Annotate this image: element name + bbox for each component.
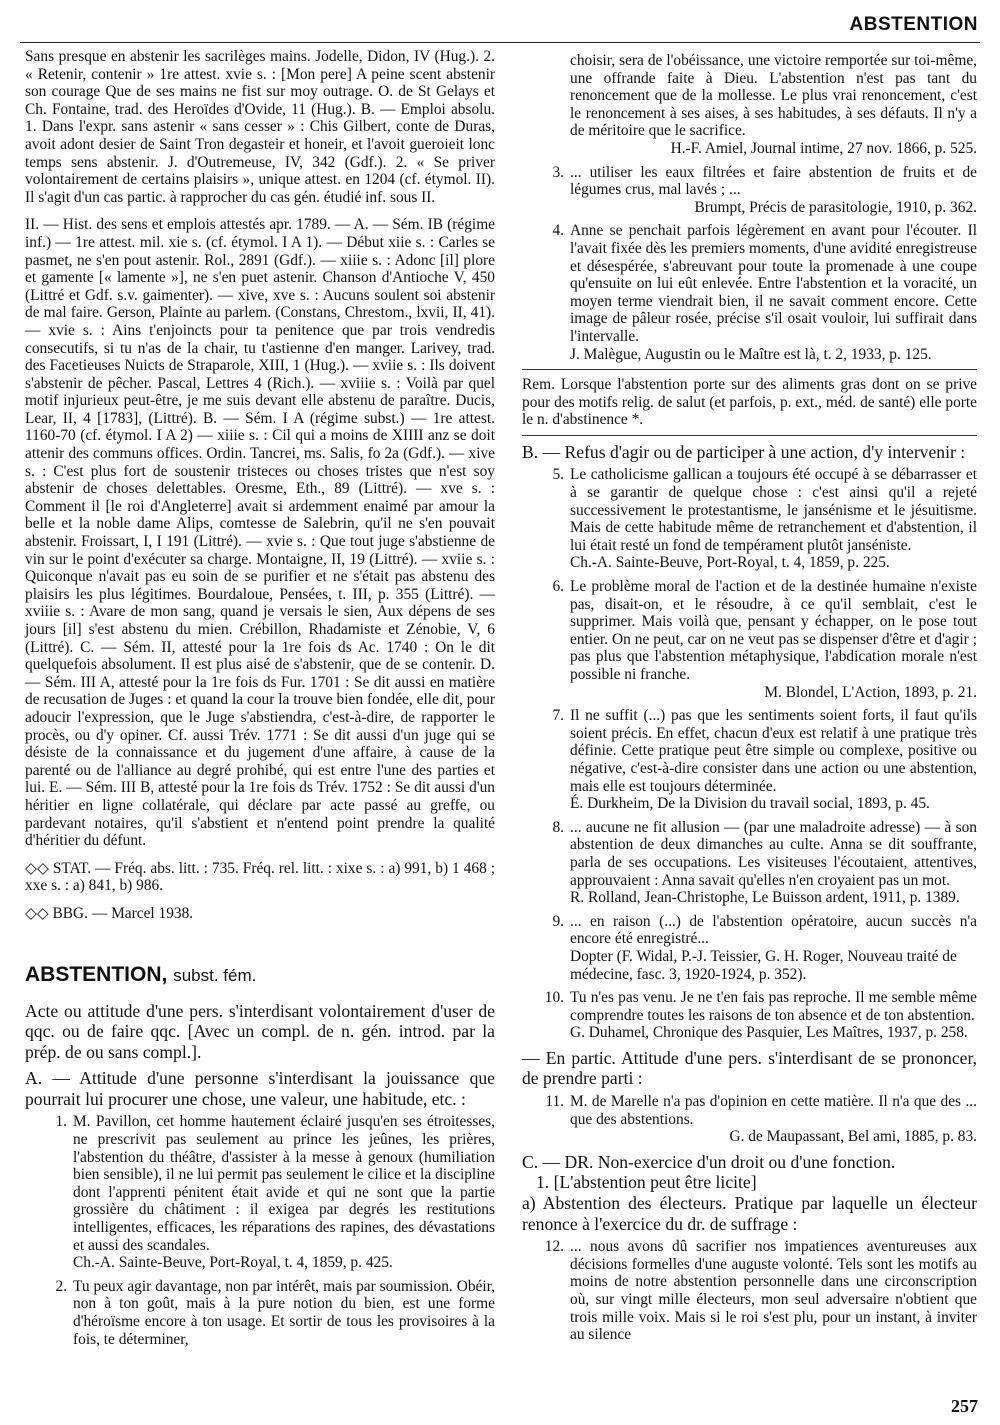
example-1: 1. M. Pavillon, cet homme hautement éclairé jusqu'en ses étroitesses, ne prescrivit pas seulement au prince les jeûnes, les prières, l'abstention du théâtre, d'assister à la messe à genoux (humiliation bien sensible), il ne lui permit pas seulement le cilice et la discipline dont l'apprenti pénitent était avide et qui ne sont que la partie grossière du châtiment : il exigea par degrés les restitutions intelligentes, efficaces, les réparations des rapines, des dévastations et aussi des scandales. Ch.-A. Sainte-Beuve, Port-Royal, t. 4, 1859, p. 425. (55, 1113, 495, 1272)
entry-pos: subst. fém. (173, 965, 257, 985)
header-rule (20, 42, 980, 43)
example-2: 2. Tu peux agir davantage, non par intérêt, mais par soumission. Obéir, non à ton goût, mais à la pure notion du bien, est une forme d'héroïsme encore à ton usage. Et sortir de tous les provisoires à la fois, te déterminer, (55, 1277, 495, 1348)
example-6-source: M. Blondel, L'Action, 1893, p. 21. (764, 683, 977, 701)
example-10-source: G. Duhamel, Chronique des Pasquier, Les Maîtres, 1937, p. 258. (570, 1024, 968, 1042)
example-5-source: Ch.-A. Sainte-Beuve, Port-Royal, t. 4, 1859, p. 225. (570, 554, 890, 572)
examples-list-c (522, 1238, 977, 1344)
sense-b: B. — Refus d'agir ou de participer à une action, d'y intervenir : (522, 441, 966, 462)
example-4-source: J. Malègue, Augustin ou le Maître est là, t. 2, 1933, p. 125. (570, 345, 932, 363)
entry-definition: Acte ou attitude d'une pers. s'interdisant volontairement d'user de qqc. ou de faire qqc. [Avec un compl. de n. gén. introd. par la prép. de ou sans compl.]. (25, 1000, 495, 1062)
example-9: 9. ... en raison (...) de l'abstention opératoire, aucun succès n'a encore été enregistré... Dopter (F. Widal, P.-J. Teissier, G. H. Roger, Nouveau traité de médecine, fasc. 3, 1920-1924, p. 352). (552, 912, 977, 983)
example-3-source: Brumpt, Précis de parasitologie, 1910, p. 362. (694, 198, 977, 216)
examples-list-a-cont (522, 52, 977, 363)
example-8: 8. ... aucune ne fit allusion — (par une maladroite adresse) — à son abstention de deux dimanches au culte. Anna se dit souffrante, parla de ses occupations. Les visiteuses l'écoutaient, attentives, approuvaient : Anna savait qu'elles n'en croyaient pas un mot. R. Rolland, Jean-Christophe, Le Buisson ardent, 1911, p. 1389. (552, 818, 977, 907)
example-7-source: É. Durkheim, De la Division du travail social, 1893, p. 45. (570, 795, 930, 813)
history-paragraph: II. — Hist. des sens et emplois attestés apr. 1789. — A. — Sém. IB (régime inf.) — 1re attest. mil. xie s. (cf. étymol. I A 1). — Début xiie s. : Carles se pasmet, ne s'en pout astenir. Rol., 2891 (Gdf.). — xiiie s. : Adonc [il] plore et gamente [« lamente »], ne s'en puet astenir. Chanson d'Antioche V, 450 (Littré et Gdf. s.v. gaimenter). — xive, xve s. : Aucuns soulent soi abstenir de mal faire. Gerson, Plainte au parlem. (Constans, Chrestom., lxvii, II, 41). — xvie s. : Ains t'enjoincts pour ta penitence que par trois vendredis consecutifs, si tu n'as de la chair, tu t'astienne d'en manger. Larivey, trad. des Facetieuses Nuicts de Straparole, XIII, 1 (Hug.). — xviie s. : Ils doivent s'abstenir de pêcher. Pascal, Lettres 4 (Rich.). — xviiie s. : Voilà par quel motif injurieux peut-être, je me suis devant elle abstenu de paraître. Ducis, Lear, II, 4 [1783], (Littré). B. — Sém. I A (régime subst.) — 1re attest. 1160-70 (cf. étymol. I A 2) — xiiie s. : Cil qui a moins de XIIII anz se doit attenir des communs offices. Ordin. Tancrei, ms. Salis, fo 2a (Gdf.). — xive s. : C'est plus fort de soustenir tristeces ou choses tristes que n'est soy abstenir de choses delettables. Oresme, Eth., 89 (Littré). — xve s. : Comment il [le roi d'Angleterre] avait si ardemment enaimé par amour la belle et la noble dame Alips, comtesse de Salebrin, qu'il ne s'en pouvait abstenir. Froissart, I, I 191 (Littré). — xvie s. : Que tout juge s'abstienne de vin sur le point d'exécuter sa charge. Montaigne, II, 19 (Littré). — xviie s. : Quiconque n'avait pas eu soin de se purifier et ne s'était pas abstenu des plaisirs les plus légitimes. Bourdaloue, Pensées, t. III, p. 355 (Littré). — xviiie s. : Avare de mon sang, quand je versais le sien, Aux dépens de ses jours [il] s'est abstenu du mien. Crébillon, Rhadamiste et Zénobie, V, 6 (Littré). C. — Sém. II, attesté pour la 1re fois ds Ac. 1740 : On le dit quelquefois absolument. Il est plus aisé de s'abstenir, que de se contenir. D. — Sém. III A, attesté pour la 1re fois ds Fur. 1701 : Se dit aussi en matière de recusation de Juges : et quand la cour la trouve bien fondée, elle dit, pour adoucir l'expression, que le Juge s'abstiendra, c'est-à-dire, de rapporter le procès, ou d'y opiner. Cf. aussi Trév. 1771 : Se dit aussi d'un juge qui se désiste de la connaissance et du jugement d'une affaire, à cause de la parenté ou de l'alliance au degré prohibé, qui est entre l'une des parties et lui. E. — Sém. III B, attesté pour la 1re fois ds Trév. 1752 : Se dit aussi d'un héritier en ligne collatérale, qui déclare par acte passé au greffe, ou pardevant notaires, qu'il s'abstient et n'entend point prendre la qualité d'héritier du défunt. (25, 216, 495, 850)
examples-list-b (522, 466, 977, 1041)
example-3: 3. ... utiliser les eaux filtrées et faire abstention de fruits et de légumes crus, mal lavés ; ... Brumpt, Précis de parasitologie, 1910, p. 362. (552, 163, 977, 216)
sense-c-1: 1. [L'abstention peut être licite] (536, 1172, 757, 1193)
example-2-continued: choisir, sera de l'obéissance, une victoire remportée sur toi-même, une offrande faite à Dieu. L'abstention n'est pas tant du renoncement que de la mollesse. Le plus vrai renoncement, c'est le renoncement à ses aises, à ses habitudes, à ses défauts. Il n'y a de méritoire que le sacrifice. H.-F. Amiel, Journal intime, 27 nov. 1866, p. 525. (570, 52, 977, 157)
entry-word: ABSTENTION, (25, 962, 168, 986)
example-7: 7. Il ne suffit (...) pas que les sentiments soient forts, il faut qu'ils soient précis. En effet, chacun d'eux est relatif à une pratique très définie. Cette pratique peut être simple ou complexe, positive ou négative, c'est-à-dire consister dans une action ou une abstention, mais elle est toujours déterminée. É. Durkheim, De la Division du travail social, 1893, p. 45. (552, 707, 977, 813)
etymology-paragraph: Sans presque en abstenir les sacrilèges mains. Jodelle, Didon, IV (Hug.). 2. « Retenir, contenir » 1re attest. xvie s. : [Mon pere] A peine scent abstenir son courage Que de ses mains ne fist sur moy outrage. O. de St Gelays et Ch. Fontaine, trad. des Heroïdes d'Ovide, 11 (Hug.). B. — Emploi absolu. 1. Dans l'expr. sans astenir « sans cesser » : Chis Gilbert, conte de Duras, avoit adont desier de Saint Tron degasteir et honeir, et l'avoit gueroieit lonc temps sens abstenir. J. d'Outremeuse, IV, 342 (Gdf.). 2. « Se priver volontairement de certains plaisirs », unique attest. en 1204 (cf. étymol. II). Il s'agit d'un cas partic. à rapprocher du cas gén. étudié inf. sous II. (25, 48, 495, 206)
example-11-source: G. de Maupassant, Bel ami, 1885, p. 83. (729, 1128, 977, 1146)
example-9-source: Dopter (F. Widal, P.-J. Teissier, G. H. Roger, Nouveau traité de médecine, fasc. 3, 1920-1924, p. 352). (570, 947, 957, 983)
separator (522, 369, 977, 370)
entry-heading (25, 963, 495, 987)
example-5: 5. Le catholicisme gallican a toujours été occupé à se débarrasser et à se garantir de quelque chose : c'est ainsi qu'il a rejeté successivement le protestantisme, le jansénisme et le jésuitisme. Mais de cette habitude même de retranchement et d'abstention, il lui était resté un fond de tempérament plutôt janséniste. Ch.-A. Sainte-Beuve, Port-Royal, t. 4, 1859, p. 225. (552, 466, 977, 572)
example-6: 6. Le problème moral de l'action et de la destinée humaine n'existe pas, disait-on, et le résoudre, à ce qu'il semblait, c'est le supprimer. Mais voilà que, pensant y échapper, on le pose tout entier. On ne peut, car on ne veut pas se dispenser d'être et d'agir ; pas plus que l'abstention métaphysique, l'abdication morale n'est possible ni franche. M. Blondel, L'Action, 1893, p. 21. (552, 578, 977, 701)
example-8-source: R. Rolland, Jean-Christophe, Le Buisson ardent, 1911, p. 1389. (570, 889, 960, 907)
remark: Rem. Lorsque l'abstention porte sur des aliments gras dont on se prive pour des motifs relig. de salut (et parfois, p. ext., méd. de santé) elle porte le n. d'abstinence *. (522, 376, 977, 429)
examples-list-a (25, 1113, 495, 1348)
bbg-line: ◇◇ BBG. — Marcel 1938. (25, 904, 194, 922)
example-12: 12. ... nous avons dû sacrifier nos impatiences aventureuses aux décisions formelles d'une auguste volonté. Tels sont les motifs au moins de notre abstention personnelle dans une circonscription où, sur vingt mille électeurs, mon seul adversaire n'obtient que trois mille voix. Mais si le roi s'est plu, pour un instant, à inviter au silence (544, 1238, 977, 1344)
example-10: 10. Tu n'es pas venu. Je ne t'en fais pas reproche. Il me semble même comprendre toutes les raisons de ton absence et de ton abstention. G. Duhamel, Chronique des Pasquier, Les Maîtres, 1937, p. 258. (544, 989, 977, 1042)
left-column (25, 48, 495, 1354)
example-11: 11. M. de Marelle n'a pas d'opinion en cette matière. Il n'a que des ... que des abstentions. G. de Maupassant, Bel ami, 1885, p. 83. (545, 1093, 977, 1146)
right-column (522, 48, 977, 1350)
example-4: 4. Anne se penchait parfois légèrement en avant pour l'écouter. Il l'avait fixée dès les premiers moments, d'une avidité enregistreuse et désespérée, s'abreuvant pour toute la promenade à une coupe qu'ensuite on lui eût enlevée. Entre l'abstention et la voracité, un moyen terme viendrait bien, il ne savait comment encore. Cette image de pâleur rosée, précise s'il osait vouloir, lui suffirait dans l'intervalle. J. Malègue, Augustin ou le Maître est là, t. 2, 1933, p. 125. (552, 222, 977, 363)
stat-line: ◇◇ STAT. — Fréq. abs. litt. : 735. Fréq. rel. litt. : xixe s. : a) 991, b) 1 468 ; xxe s. : a) 841, b) 986. (25, 859, 495, 895)
sense-a: A. — Attitude d'une personne s'interdisant la jouissance que pourrait lui procurer une chose, une valeur, une habitude, etc. : (25, 1068, 495, 1109)
examples-list-b2 (522, 1093, 977, 1146)
running-head: ABSTENTION (849, 14, 978, 35)
sense-c-1-a: a) Abstention des électeurs. Pratique par laquelle un électeur renonce à l'exercice du dr. de suffrage : (522, 1193, 977, 1234)
separator (522, 435, 977, 436)
page-number: 257 (951, 1396, 978, 1416)
sense-c: C. — DR. Non-exercice d'un droit ou d'une fonction. (522, 1151, 896, 1172)
in-particular: — En partic. Attitude d'une pers. s'interdisant de se prononcer, de prendre parti : (522, 1047, 977, 1089)
example-1-source: Ch.-A. Sainte-Beuve, Port-Royal, t. 4, 1859, p. 425. (73, 1254, 393, 1272)
example-2-source: H.-F. Amiel, Journal intime, 27 nov. 1866, p. 525. (670, 139, 977, 157)
